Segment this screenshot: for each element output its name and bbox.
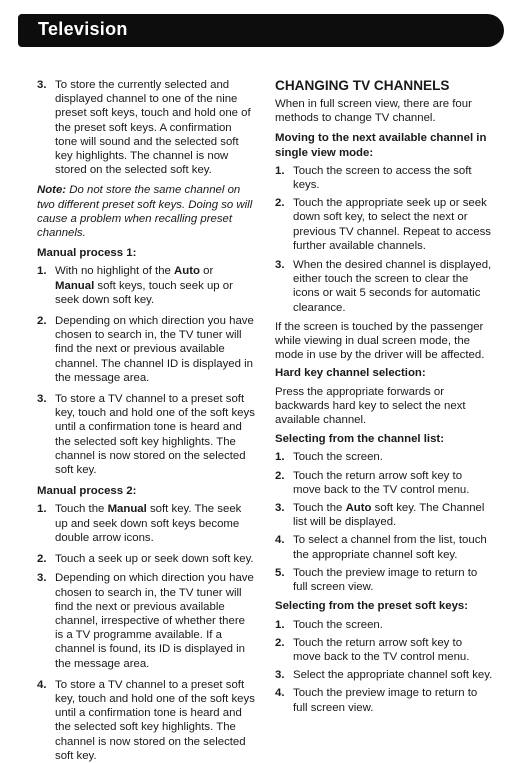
text-segment: Touch the bbox=[293, 502, 346, 515]
list-item bbox=[37, 392, 255, 477]
list-item-text: Touch the screen. bbox=[293, 451, 383, 464]
list-item-text: Touch the screen. bbox=[293, 618, 383, 631]
section-title: CHANGING TV CHANNELS bbox=[275, 78, 450, 93]
list-item bbox=[275, 686, 493, 714]
text-segment: With no highlight of the bbox=[55, 265, 175, 278]
text-segment: Touch the bbox=[55, 503, 108, 516]
list-item-text: Touch the screen to access the soft keys. bbox=[293, 164, 472, 192]
subheading-channel-list: Selecting from the channel list: bbox=[275, 433, 444, 446]
note-paragraph bbox=[37, 183, 255, 240]
list-item-number: 1. bbox=[275, 618, 285, 631]
list-item-text: To store the currently selected and displayed channel to one of the nine preset soft keys, touch and hold one of the preset soft keys. A confirmation tone will sound and the selected soft key highlights. The channel is now stored on the selected soft key. bbox=[55, 79, 251, 177]
dual-screen-paragraph: If the screen is touched by the passenger while viewing in dual screen mode, the mode in use by the driver will be affected. bbox=[275, 320, 485, 362]
list-item-number: 3. bbox=[275, 502, 285, 515]
list-item-number: 3. bbox=[37, 572, 47, 585]
right-column bbox=[275, 78, 493, 715]
list-item bbox=[275, 258, 493, 315]
list-item-number: 2. bbox=[37, 315, 47, 328]
list-item-text bbox=[55, 502, 255, 545]
list-item bbox=[37, 78, 255, 177]
list-item-text: Select the appropriate channel soft key. bbox=[293, 669, 493, 682]
list-item-text bbox=[293, 501, 493, 529]
page-header-title: Television bbox=[38, 19, 128, 39]
list-item bbox=[275, 533, 493, 561]
list-item bbox=[37, 314, 255, 385]
list-item-number: 2. bbox=[275, 197, 285, 210]
section-heading-manual-1: Manual process 1: bbox=[37, 247, 137, 260]
auto-keyword: Auto bbox=[174, 265, 200, 278]
list-item-number: 2. bbox=[275, 636, 285, 649]
text-segment: soft key. The Channel list will be displayed. bbox=[293, 502, 485, 529]
auto-keyword: Auto bbox=[345, 502, 372, 515]
list-item bbox=[37, 678, 255, 763]
list-item-number: 2. bbox=[275, 469, 285, 482]
note-label: Note: bbox=[37, 184, 67, 197]
list-item bbox=[37, 264, 255, 307]
list-item-text: Touch the preview image to return to full screen view. bbox=[293, 566, 478, 594]
list-item-text: Touch the return arrow soft key to move back to the TV control menu. bbox=[293, 636, 470, 663]
list-item-number: 1. bbox=[37, 503, 47, 516]
list-item-text: Touch the appropriate seek up or seek down soft key, to select the next or previous TV channel. Repeat to access further available channels. bbox=[293, 197, 491, 252]
note-text: Do not store the same channel on two different preset soft keys. Doing so will cause a problem when recalling preset channels. bbox=[37, 184, 253, 240]
list-item-number: 4. bbox=[275, 534, 285, 547]
list-item-text: Depending on which direction you have chosen to search in, the TV tuner will find the next or previous available channel, irrespective of whether there is a TV programme available. If a channel is found, its ID is displayed in the message area. bbox=[55, 572, 254, 670]
list-item-number: 2. bbox=[37, 553, 47, 566]
subheading-preset-keys: Selecting from the preset soft keys: bbox=[275, 600, 469, 613]
list-item-number: 4. bbox=[275, 687, 285, 700]
hard-key-paragraph: Press the appropriate forwards or backwards hard key to select the next available channel. bbox=[275, 385, 466, 427]
list-item-number: 1. bbox=[275, 164, 285, 177]
text-segment: soft keys, touch seek up or seek down soft key. bbox=[55, 279, 233, 306]
list-item-text: To store a TV channel to a preset soft key, touch and hold one of the soft keys until a confirmation tone is heard and the selected soft key highlights. The channel is now stored on the selected soft key. bbox=[55, 393, 255, 477]
list-item-number: 5. bbox=[275, 566, 285, 579]
subheading-next-channel: Moving to the next available channel in single view mode: bbox=[275, 132, 487, 159]
list-item-number: 1. bbox=[37, 265, 47, 278]
list-item bbox=[275, 668, 493, 682]
list-item bbox=[275, 618, 493, 632]
left-column bbox=[37, 78, 255, 763]
list-item bbox=[275, 636, 493, 664]
list-item bbox=[275, 566, 493, 594]
list-item-text: Depending on which direction you have chosen to search in, the TV tuner will find the next or previous available channel. The channel ID is displayed in the message area. bbox=[55, 315, 254, 384]
list-item bbox=[275, 196, 493, 253]
list-item-text: Touch the preview image to return to full screen view. bbox=[293, 687, 478, 714]
list-item bbox=[275, 450, 493, 464]
list-item bbox=[275, 164, 493, 192]
list-item bbox=[37, 502, 255, 545]
list-item-text: To store a TV channel to a preset soft key, touch and hold one of the soft keys until a confirmation tone is heard and the selected soft key highlights. The channel is now stored on the selected soft key. bbox=[55, 678, 255, 762]
list-item-text: To select a channel from the list, touch the appropriate channel soft key. bbox=[293, 534, 487, 561]
list-item-text: When the desired channel is displayed, either touch the screen to clear the icons or wait 5 seconds for automatic clearance. bbox=[293, 259, 492, 314]
list-item-text bbox=[55, 264, 255, 307]
text-segment: soft key. The seek up and seek down soft keys become double arrow icons. bbox=[55, 503, 242, 544]
manual-keyword: Manual bbox=[107, 503, 147, 516]
page-header-bar bbox=[18, 14, 504, 47]
list-item bbox=[275, 469, 493, 497]
list-item bbox=[37, 571, 255, 670]
list-item-number: 4. bbox=[37, 678, 47, 691]
list-item-number: 1. bbox=[275, 451, 285, 464]
text-segment: or bbox=[199, 265, 214, 278]
list-item bbox=[37, 552, 255, 566]
intro-paragraph: When in full screen view, there are four methods to change TV channel. bbox=[275, 98, 472, 125]
list-item-text: Touch the return arrow soft key to move back to the TV control menu. bbox=[293, 469, 470, 496]
list-item-number: 3. bbox=[37, 79, 47, 91]
subheading-hard-key: Hard key channel selection: bbox=[275, 367, 426, 380]
section-heading-manual-2: Manual process 2: bbox=[37, 485, 137, 498]
list-item-text: Touch a seek up or seek down soft key. bbox=[55, 553, 254, 566]
list-item-number: 3. bbox=[275, 669, 285, 682]
list-item-number: 3. bbox=[275, 259, 285, 272]
manual-keyword: Manual bbox=[55, 279, 95, 292]
list-item bbox=[275, 501, 493, 529]
list-item-number: 3. bbox=[37, 393, 47, 406]
